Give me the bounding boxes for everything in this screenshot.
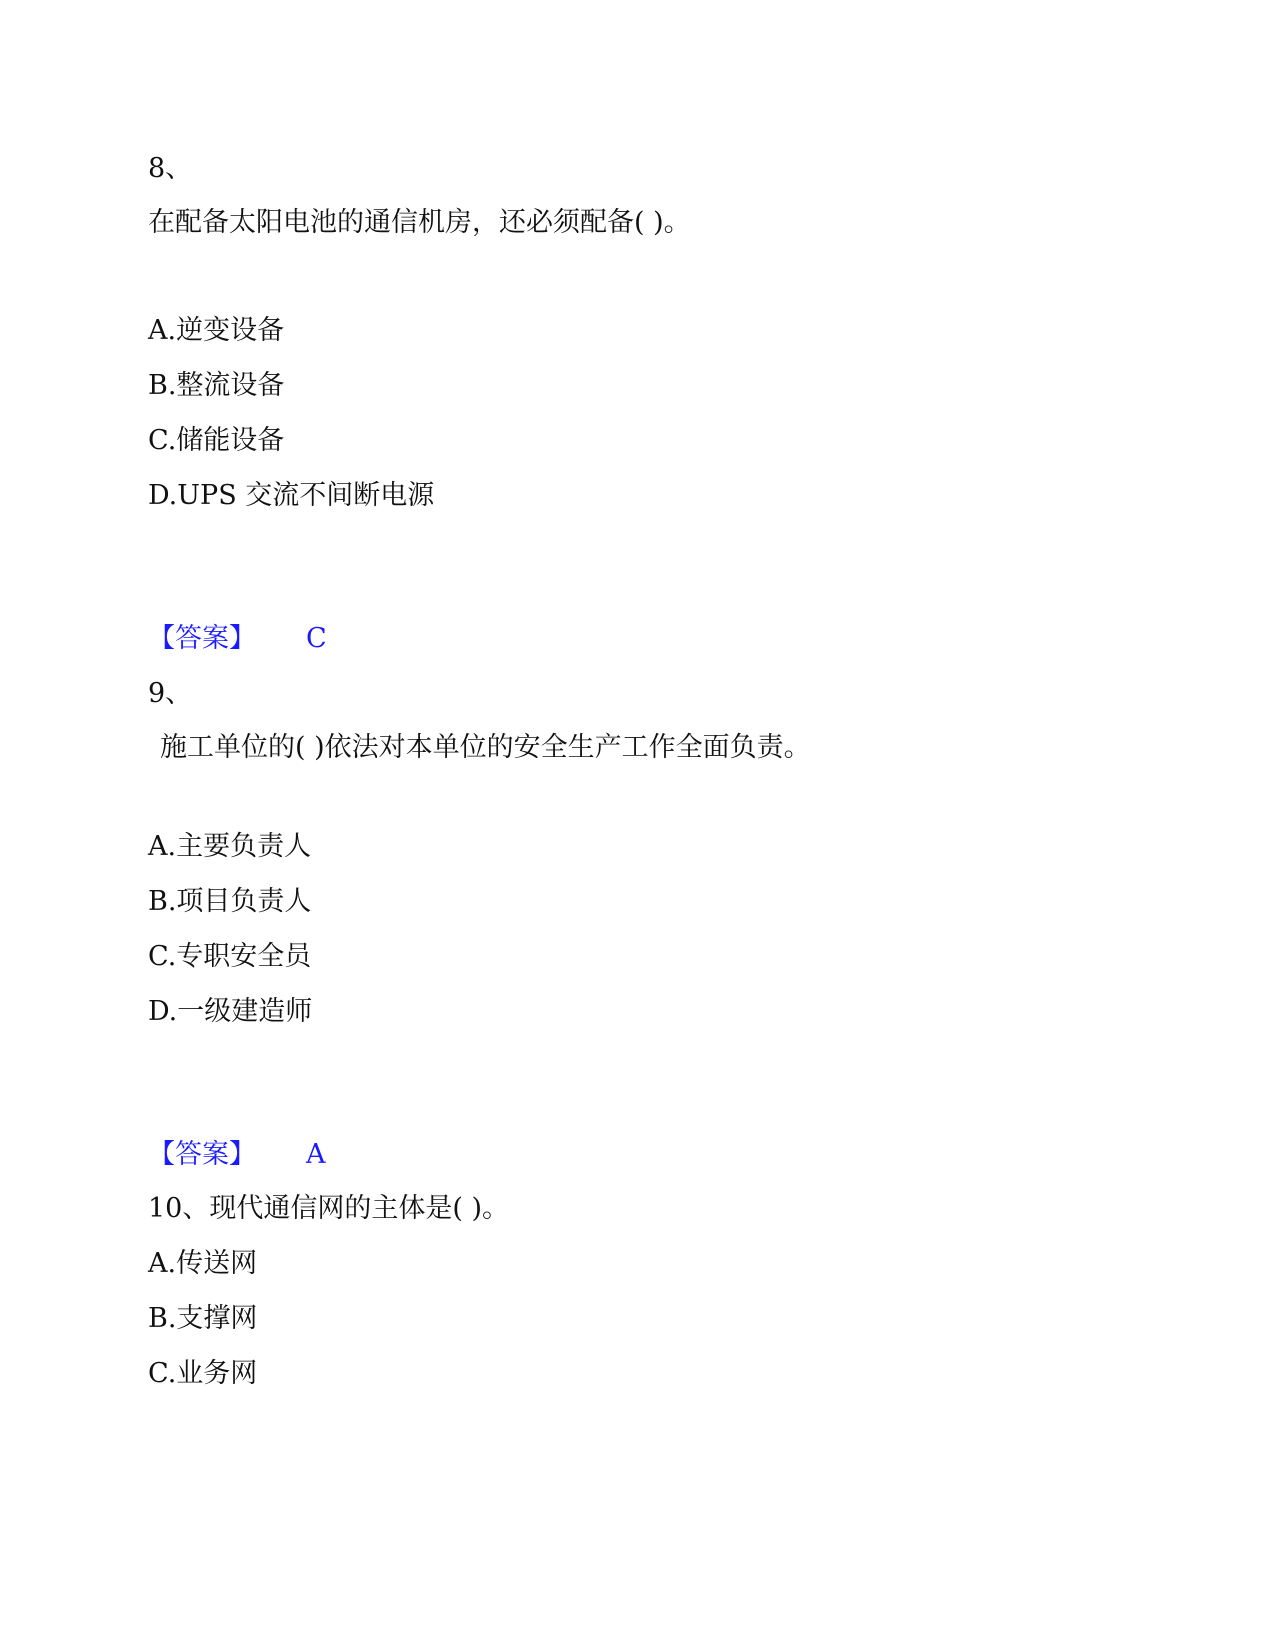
- question-10-option-a: A.传送网: [148, 1248, 258, 1279]
- question-10-stem: 10、现代通信网的主体是( )。: [148, 1193, 510, 1224]
- question-9-option-b: B.项目负责人: [148, 886, 312, 917]
- question-9-answer: [148, 1138, 326, 1172]
- question-9-stem: 施工单位的( )依法对本单位的安全生产工作全面负责。: [160, 732, 811, 763]
- question-8-option-c: C.储能设备: [148, 425, 285, 456]
- question-10-option-c: C.业务网: [148, 1358, 258, 1389]
- question-9-number: 9、: [148, 678, 193, 709]
- question-8-option-b: B.整流设备: [148, 370, 285, 401]
- question-8-stem: 在配备太阳电池的通信机房，还必须配备( )。: [148, 207, 691, 238]
- question-9-option-c: C.专职安全员: [148, 941, 312, 972]
- answer-label: 【答案】: [148, 623, 256, 654]
- answer-value: A: [306, 1139, 326, 1170]
- question-8-answer: [148, 622, 327, 656]
- answer-label: 【答案】: [148, 1139, 256, 1170]
- question-8-number: 8、: [148, 153, 193, 184]
- answer-value: C: [306, 623, 327, 654]
- question-8-option-d: D.UPS 交流不间断电源: [148, 480, 435, 511]
- question-8-option-a: A.逆变设备: [148, 315, 285, 346]
- question-9-option-d: D.一级建造师: [148, 996, 313, 1027]
- question-9-option-a: A.主要负责人: [148, 831, 312, 862]
- question-10-option-b: B.支撑网: [148, 1303, 258, 1334]
